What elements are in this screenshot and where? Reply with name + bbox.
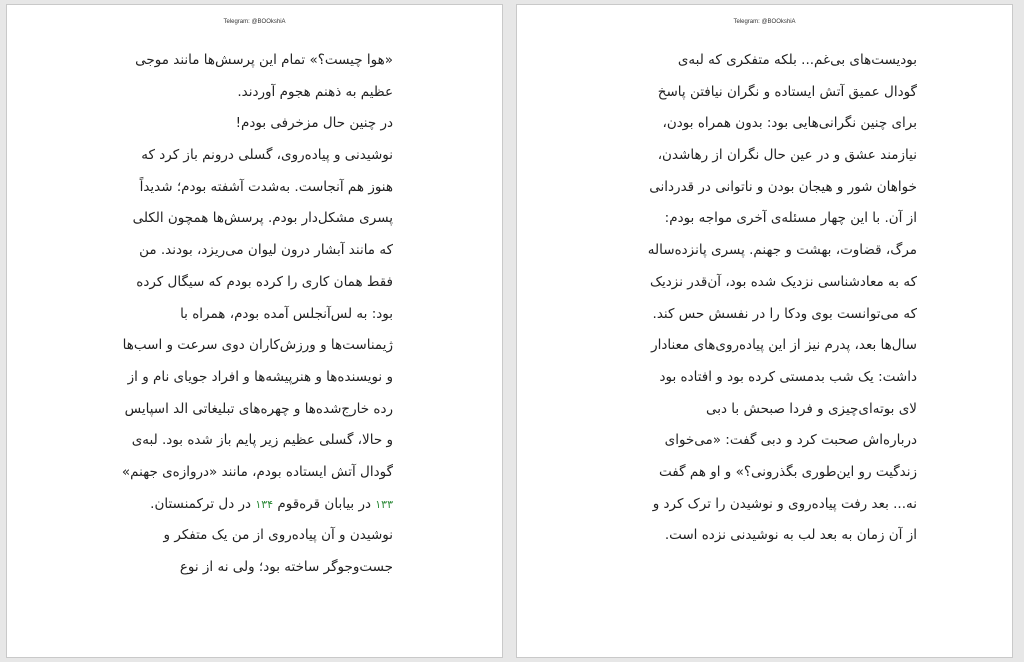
text-line: لای بوته‌ای‌چیزی و فردا صبحش با دبی [705,400,917,417]
text-line: بود: به لس‌آنجلس آمده بودم، همراه با [180,305,393,322]
footnote-link[interactable]: ۱۳۴ [255,497,274,511]
footnote-link[interactable]: ۱۳۳ [375,497,393,511]
text-line: نوشیدنی و پیاده‌روی، گسلی درونم باز کرد که [141,147,393,164]
text-line: که مانند آبشار درون لیوان می‌ریزد، بودند. من [139,242,393,259]
text-line: جست‌وجوگر ساخته بود؛ ولی نه از نوع [179,559,393,575]
text-line: داشت: یک شب بدمستی کرده بود و افتاده بود [659,368,917,385]
text-line: از آن. با این چهار مسئله‌ی آخری مواجه بودم: [664,210,917,227]
page-body [103,45,393,584]
text-line: مرگ، قضاوت، بهشت و جهنم. پسری پانزده‌ساله [647,242,917,259]
text-line: که می‌توانست بوی ودکا را در نفسش حس کند. [652,305,917,322]
text-line: نیازمند عشق و در عین حال نگران از رهاشدن، [657,147,917,164]
text-line-with-footnotes [103,489,393,521]
text-line: گودال آتش ایستاده بودم، مانند «دروازه‌ی جهنم» [121,463,393,480]
text-line: نه... بعد رفت پیاده‌روی و نوشیدن را ترک کرد و [652,495,917,512]
text-line: زندگیت رو این‌طوری بگذرونی؟» و او هم گفت [659,463,917,480]
text-line: گودال عمیق آتش ایستاده و نگران نیافتن پاسخ [657,83,917,100]
text-line: نوشیدن و آن پیاده‌روی از من یک متفکر و [163,527,393,544]
text-fragment: در بیابان قره‌قوم [273,495,376,512]
text-line: برای چنین نگرانی‌هایی بود: بدون همراه بودن، [662,115,917,132]
text-line: سال‌ها بعد، پدرم نیز از این پیاده‌روی‌های معنادار [651,337,917,354]
text-line: که به معادشناسی نزدیک شده بود، آن‌قدر نزدیک [649,273,917,290]
page-header: Telegram: @BOOkshiA [223,19,286,25]
left-page [6,4,503,658]
text-line: فقط همان کاری را کرده بودم که سیگال کرده [136,273,393,290]
text-fragment: در دل ترکمنستان. [150,495,256,512]
right-page [516,4,1013,658]
page-body [617,45,917,552]
text-line: «هوا چیست؟» تمام این پرسش‌ها مانند موجی [135,52,393,68]
text-line: از آن زمان به بعد لب به نوشیدنی نزده است. [664,527,917,544]
text-line: خواهان شور و هیجان بودن و ناتوانی در قدردانی [649,178,917,195]
text-line: بودیست‌های بی‌غم... بلکه متفکری که لبه‌ی [677,52,917,68]
text-line: رده خارج‌شده‌ها و چهره‌های تبلیغاتی الد اسپایس [124,400,393,417]
text-line: ژیمناست‌ها و ورزش‌کاران دوی سرعت و اسب‌ها [122,337,393,354]
text-line: در چنین حال مزخرفی بودم! [235,115,393,132]
text-line: پسری مشکل‌دار بودم. پرسش‌ها همچون الکلی [132,210,393,227]
text-line: هنوز هم آنجاست. به‌شدت آشفته بودم؛ شدیداً [139,178,393,195]
page-header: Telegram: @BOOkshiA [733,19,796,25]
text-line: و حالا، گسلی عظیم زیر پایم باز شده بود. لبه‌ی [131,432,393,449]
text-line: و نویسنده‌ها و هنرپیشه‌ها و افراد جویای نام و از [127,368,393,385]
text-line: عظیم به ذهنم هجوم آوردند. [237,83,393,100]
text-line: درباره‌اش صحبت کرد و دبی گفت: «می‌خوای [664,432,917,449]
